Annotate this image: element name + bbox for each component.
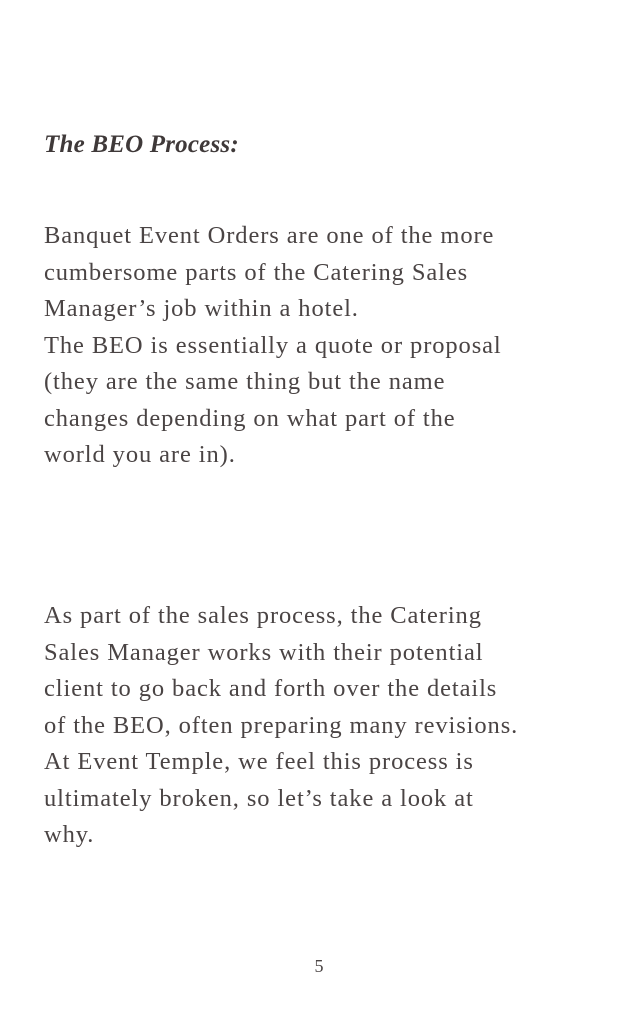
- text-line: changes depending on what part of the: [44, 404, 456, 432]
- text-line: (they are the same thing but the name: [44, 368, 446, 395]
- text-line: of the BEO, often preparing many revisions.: [44, 711, 519, 739]
- text-line: client to go back and forth over the details: [44, 675, 498, 702]
- paragraph-sales-process: [44, 598, 604, 854]
- text-line: why.: [44, 821, 95, 848]
- text-line: cumbersome parts of the Catering Sales: [44, 258, 469, 286]
- text-line: Banquet Event Orders are one of the more: [44, 222, 495, 249]
- text-line: The BEO is essentially a quote or proposal: [44, 331, 502, 359]
- text-line: Manager’s job within a hotel.: [44, 295, 359, 322]
- text-line: Sales Manager works with their potential: [44, 638, 484, 666]
- text-line: As part of the sales process, the Catering: [44, 602, 482, 629]
- text-line: At Event Temple, we feel this process is: [44, 748, 474, 775]
- text-line: world you are in).: [44, 441, 236, 468]
- paragraph-beo-definition: [44, 218, 604, 474]
- section-heading: The BEO Process:: [44, 131, 239, 158]
- text-line: ultimately broken, so let’s take a look at: [44, 784, 474, 812]
- page-number: 5: [314, 956, 324, 976]
